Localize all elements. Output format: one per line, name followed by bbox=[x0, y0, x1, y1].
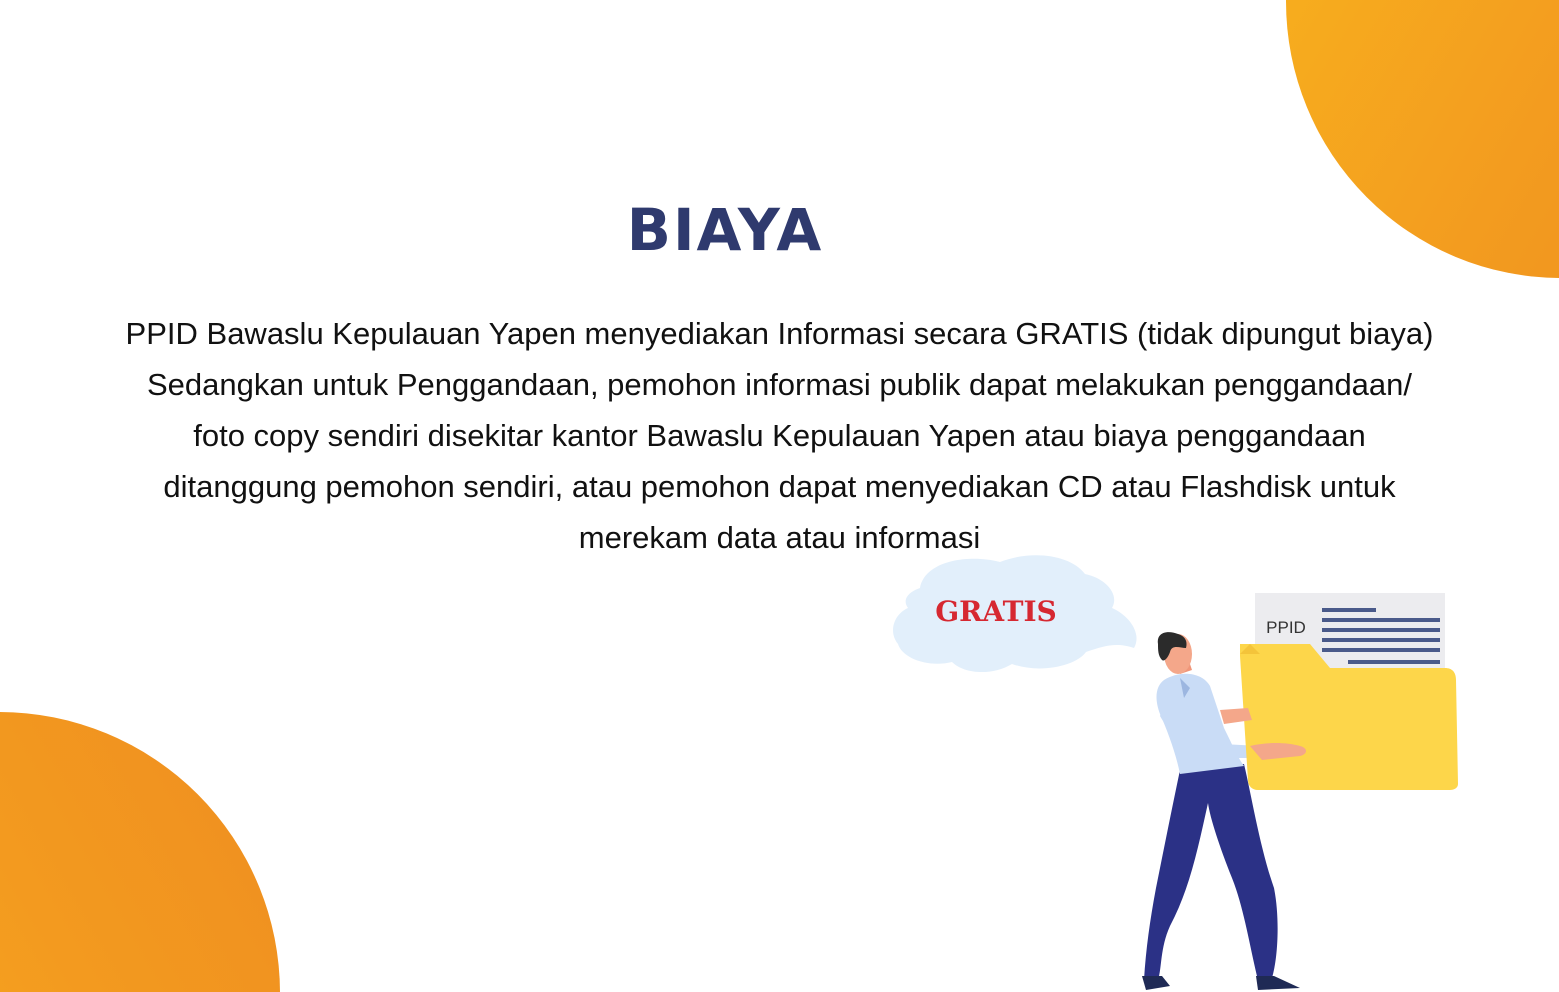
speech-cloud-icon bbox=[893, 555, 1136, 672]
person-carrying-folder-illustration bbox=[880, 548, 1480, 992]
body-line-1: PPID Bawaslu Kepulauan Yapen menyediakan Informasi secara GRATIS (tidak dipungut biaya) bbox=[125, 316, 1434, 351]
decorative-orange-circle-bottom-left bbox=[0, 712, 280, 992]
person-head bbox=[1158, 632, 1192, 674]
body-line-2: Sedangkan untuk Penggandaan, pemohon informasi publik dapat melakukan penggandaan/ bbox=[146, 367, 1413, 402]
page-title: BIAYA bbox=[626, 196, 824, 264]
body-paragraph bbox=[30, 308, 1529, 563]
document-label: PPID bbox=[1266, 618, 1306, 637]
body-line-4: ditanggung pemohon sendiri, atau pemohon dapat menyediakan CD atau Flashdisk untuk bbox=[163, 469, 1396, 504]
body-line-5: merekam data atau informasi bbox=[578, 520, 981, 555]
gratis-label: GRATIS bbox=[935, 595, 1057, 628]
body-line-3: foto copy sendiri disekitar kantor Bawaslu Kepulauan Yapen atau biaya penggandaan bbox=[193, 418, 1366, 453]
person-legs bbox=[1142, 764, 1300, 990]
